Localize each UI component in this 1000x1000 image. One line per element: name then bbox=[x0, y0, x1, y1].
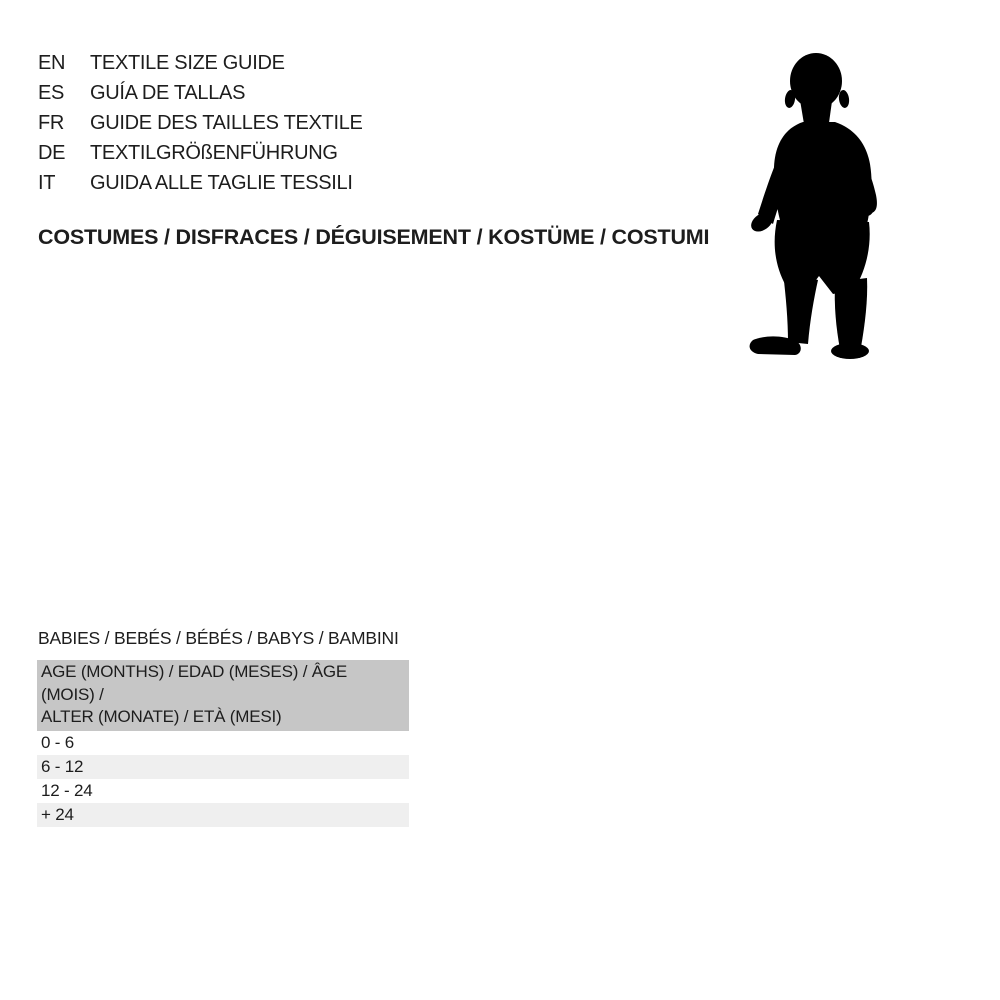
language-row-es bbox=[38, 78, 363, 108]
language-row-en bbox=[38, 48, 363, 78]
language-code: FR bbox=[38, 112, 65, 134]
language-label: GUIDA ALLE TAGLIE TESSILI bbox=[90, 172, 353, 194]
language-code: EN bbox=[38, 52, 66, 74]
language-legend bbox=[38, 48, 363, 198]
table-header-line-1: AGE (MONTHS) / EDAD (MESES) / ÂGE (MOIS) / bbox=[41, 662, 348, 704]
language-code: IT bbox=[38, 172, 56, 194]
baby-silhouette-icon bbox=[745, 52, 885, 362]
table-header-line-2: ALTER (MONATE) / ETÀ (MESI) bbox=[41, 707, 282, 726]
language-label: TEXTILGRÖßENFÜHRUNG bbox=[90, 142, 338, 164]
language-row-fr bbox=[38, 108, 363, 138]
language-label: GUÍA DE TALLAS bbox=[90, 82, 246, 104]
language-label: GUIDE DES TAILLES TEXTILE bbox=[90, 112, 363, 134]
babies-section-title: BABIES / BEBÉS / BÉBÉS / BABYS / BAMBINI bbox=[38, 628, 399, 648]
table-row: 12 - 24 bbox=[37, 779, 409, 803]
language-row-it bbox=[38, 168, 363, 198]
table-row: 0 - 6 bbox=[37, 731, 409, 755]
category-title: COSTUMES / DISFRACES / DÉGUISEMENT / KOSTÜME / COSTUMI bbox=[38, 225, 710, 249]
table-header bbox=[37, 660, 409, 731]
table-row: + 24 bbox=[37, 803, 409, 827]
language-code: ES bbox=[38, 82, 65, 104]
language-code: DE bbox=[38, 142, 66, 164]
table-row: 6 - 12 bbox=[37, 755, 409, 779]
age-size-table bbox=[37, 660, 409, 827]
language-label: TEXTILE SIZE GUIDE bbox=[90, 52, 285, 74]
language-row-de bbox=[38, 138, 363, 168]
